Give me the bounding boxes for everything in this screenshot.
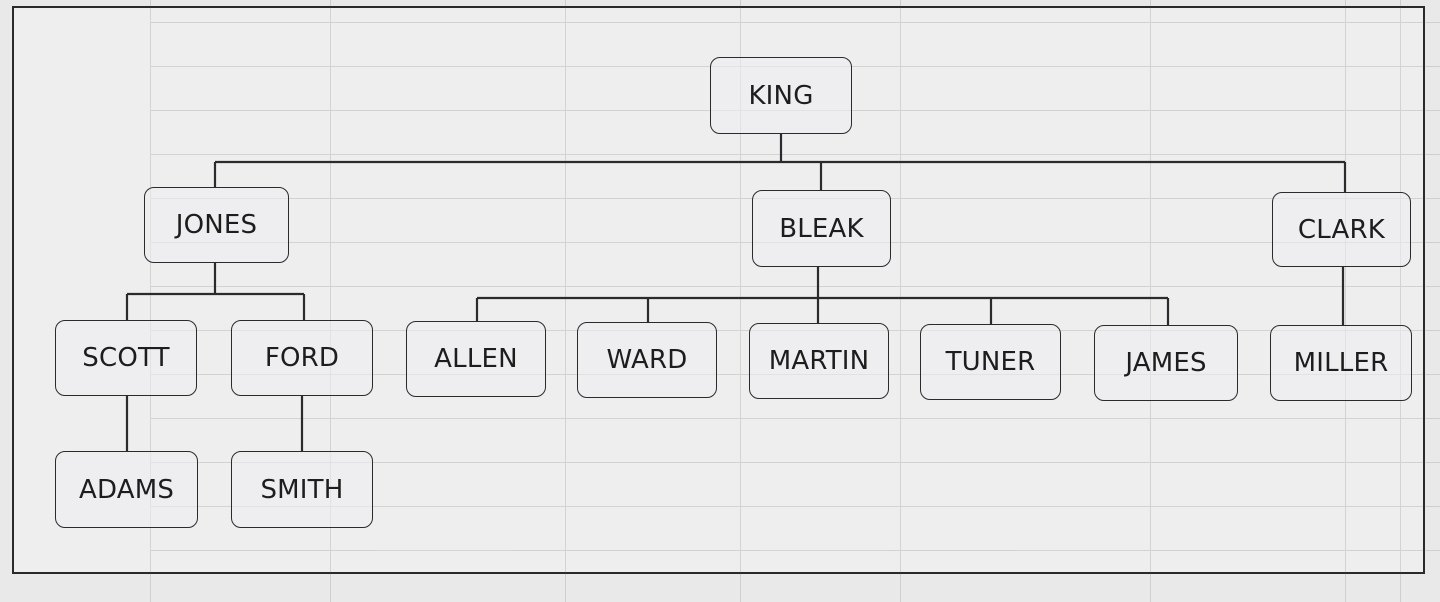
node-label: WARD <box>606 345 688 375</box>
node-smith <box>231 451 373 528</box>
node-tuner <box>920 324 1061 400</box>
node-miller <box>1270 325 1412 401</box>
node-label: MARTIN <box>768 346 870 376</box>
node-label: JONES <box>175 210 258 240</box>
node-scott <box>55 320 197 396</box>
node-bleak <box>752 190 891 267</box>
node-label: ADAMS <box>78 474 175 505</box>
node-label: FORD <box>264 343 340 373</box>
node-jones <box>144 187 289 263</box>
node-martin <box>749 323 889 399</box>
node-king <box>710 57 852 134</box>
node-label: SCOTT <box>82 343 170 373</box>
node-ford <box>231 320 373 396</box>
node-label: BLEAK <box>779 213 864 244</box>
node-label: CLARK <box>1297 214 1386 245</box>
node-label: MILLER <box>1293 348 1389 378</box>
node-label: ALLEN <box>434 344 518 374</box>
node-label: KING <box>748 80 814 111</box>
node-adams <box>55 451 198 528</box>
node-james <box>1094 325 1238 401</box>
node-clark <box>1272 192 1411 267</box>
node-label: SMITH <box>260 474 344 505</box>
node-label: JAMES <box>1125 348 1207 378</box>
node-ward <box>577 322 717 398</box>
node-label: TUNER <box>945 347 1036 377</box>
node-allen <box>406 321 546 397</box>
